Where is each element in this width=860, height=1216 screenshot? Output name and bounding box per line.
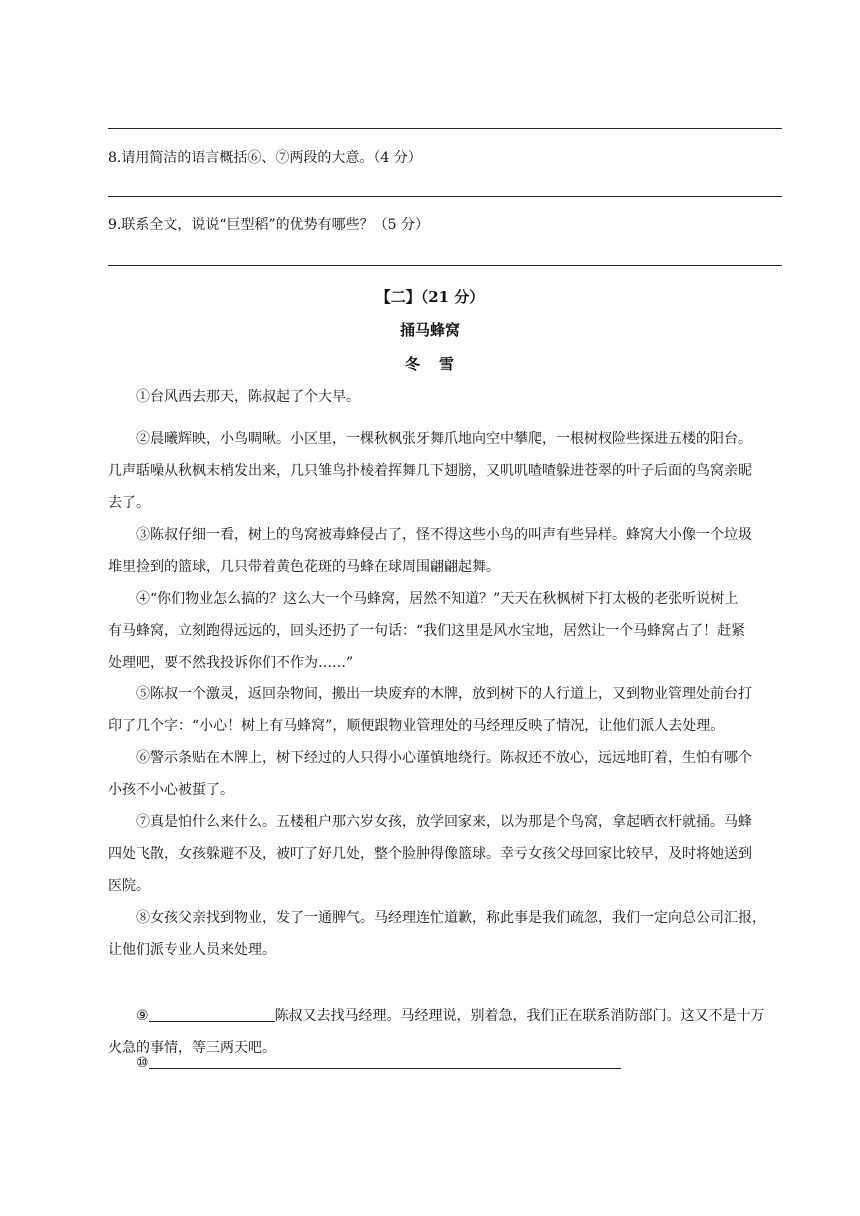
paragraph-line: 印了几个字：“小心！树上有马蜂窝”，顺便跟物业管理处的马经理反映了情况，让他们派人去处理。 — [108, 718, 725, 734]
paragraph-number: ⑨ — [136, 1008, 149, 1024]
paragraph-6 — [108, 742, 782, 806]
paragraph-line: 去了。 — [108, 495, 150, 511]
paragraph-2 — [108, 423, 782, 519]
article-title: 捅马蜂窝 — [399, 321, 460, 339]
paragraph-line: 有马蜂窝，立刻跑得远远的，回头还扔了一句话：“我们这里是风水宝地，居然让一个马蜂窝占了！赶紧 — [108, 623, 746, 639]
question-9: 9.联系全文，说说“巨型稻”的优势有哪些？（5 分） — [108, 217, 430, 233]
paragraph-line: ⑦真是怕什么来什么。五楼租户那六岁女孩，放学回家来，以为那是个鸟窝，拿起晒衣杆就捅。马蜂 — [136, 814, 752, 830]
paragraph-line: 堆里捡到的篮球，几只带着黄色花斑的马蜂在球周围翩翩起舞。 — [108, 559, 500, 575]
paragraph-text: 陈叔又去找马经理。马经理说，别着急，我们正在联系消防部门。这又不是十万 — [274, 1008, 765, 1024]
paragraph-line: 医院。 — [108, 878, 150, 894]
paragraph-line: 让他们派专业人员来处理。 — [108, 942, 276, 958]
paragraph-line: 火急的事情，等三两天吧。 — [108, 1040, 276, 1056]
paragraph-line: ⑤陈叔一个激灵，返回杂物间，搬出一块废弃的木牌，放到树下的人行道上，又到物业管理处前台打 — [136, 686, 752, 702]
paragraph-line: 几声聒噪从秋枫末梢发出来，几只雏鸟扑棱着挥舞几下翅膀，又叽叽喳喳躲进苍翠的叶子后面的鸟窝亲昵 — [108, 463, 752, 479]
answer-line — [108, 128, 782, 129]
paragraph-line: 小孩不小心被蜇了。 — [108, 782, 234, 798]
paragraph-line: ③陈叔仔细一看，树上的鸟窝被毒蜂侵占了，怪不得这些小鸟的叫声有些异样。蜂窝大小像一个垃圾 — [136, 527, 752, 543]
paragraph-line: ①台风西去那天，陈叔起了个大早。 — [136, 389, 360, 405]
paragraph-8 — [108, 902, 782, 966]
paragraph-line: ④“你们物业怎么搞的？这么大一个马蜂窝，居然不知道？”天天在秋枫树下打太极的老张听说树上 — [136, 591, 739, 607]
paragraph-4 — [108, 583, 782, 679]
answer-line — [108, 196, 782, 197]
paragraph-line — [136, 1047, 782, 1079]
article-author — [0, 353, 860, 375]
fill-in-blank[interactable] — [149, 1005, 275, 1022]
paragraph-1 — [136, 381, 782, 413]
paragraph-line — [136, 1000, 782, 1032]
paragraph-5 — [108, 678, 782, 742]
paragraph-10 — [136, 1047, 782, 1079]
question-8: 8.请用简洁的语言概括⑥、⑦两段的大意。（4 分） — [108, 150, 422, 166]
paragraph-line: 处理吧，要不然我投诉你们不作为……” — [108, 655, 354, 671]
paragraph-line: ⑧女孩父亲找到物业，发了一通脾气。马经理连忙道歉，称此事是我们疏忽，我们一定向总公司汇报， — [136, 910, 766, 926]
paragraph-line: ②晨曦辉映，小鸟啁啾。小区里，一棵秋枫张牙舞爪地向空中攀爬，一根树杈险些探进五楼的阳台。 — [136, 431, 752, 447]
fill-in-blank[interactable] — [149, 1052, 621, 1069]
paragraph-line: ⑥警示条贴在木牌上，树下经过的人只得小心谨慎地绕行。陈叔还不放心，远远地盯着，生怕有哪个 — [136, 750, 752, 766]
paragraph-7 — [108, 806, 782, 902]
author-char: 雪 — [439, 355, 456, 373]
answer-line — [108, 265, 782, 266]
paragraph-number: ⑩ — [136, 1055, 149, 1071]
author-char: 冬 — [404, 355, 421, 373]
section-heading: 【二】（21 分） — [375, 288, 485, 306]
paragraph-3 — [108, 519, 782, 583]
paragraph-line: 四处飞散，女孩躲避不及，被叮了好几处，整个脸肿得像篮球。幸亏女孩父母回家比较早，及时将她送到 — [108, 846, 752, 862]
